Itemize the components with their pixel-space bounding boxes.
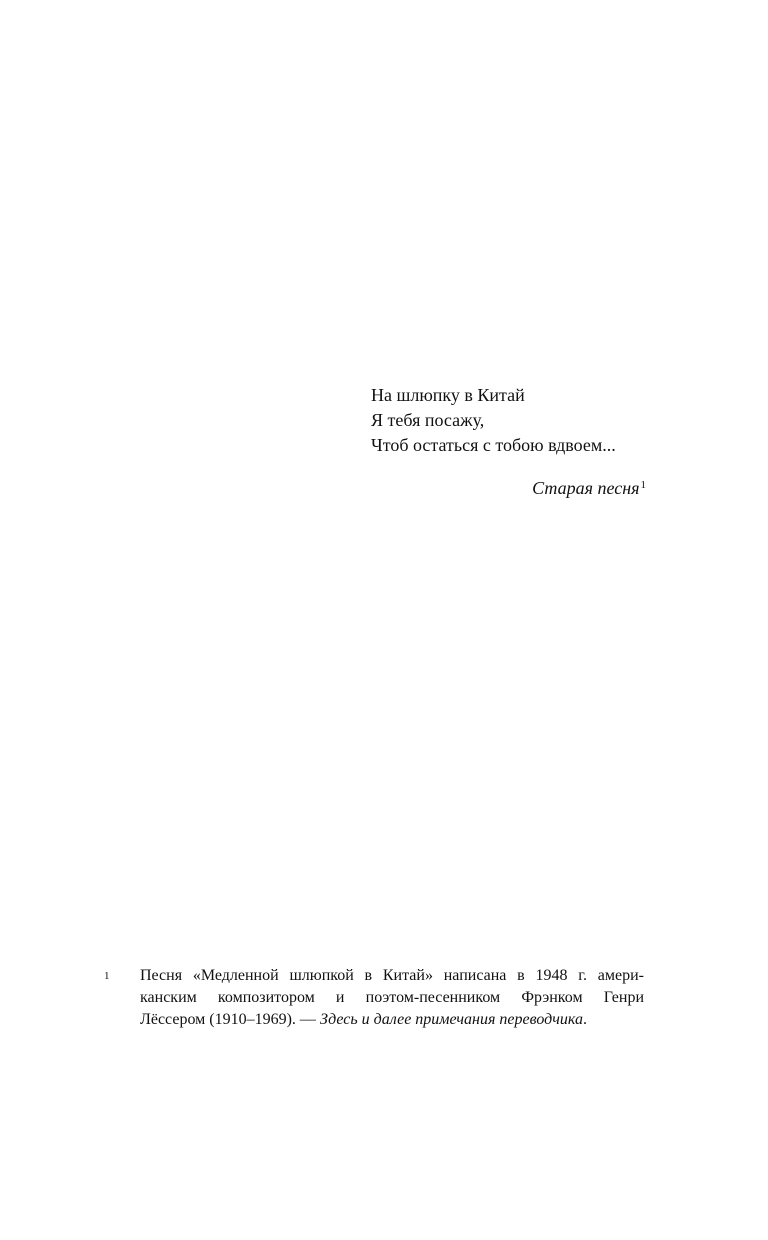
footnote-text bbox=[140, 965, 644, 1031]
footnote-text-plain: Лёссером (1910–1969). — bbox=[140, 1011, 320, 1028]
epigraph-attribution bbox=[371, 476, 646, 500]
epigraph-line: На шлюпку в Китай bbox=[371, 385, 525, 405]
footnote-line bbox=[140, 1009, 644, 1031]
footnote-text-end: . bbox=[582, 1011, 587, 1028]
footnote-line: канским композитором и поэтом-песенником Фрэнком Генри bbox=[140, 989, 644, 1006]
footnote-reference[interactable]: 1 bbox=[640, 479, 646, 491]
footnote bbox=[104, 965, 644, 1031]
epigraph bbox=[371, 383, 646, 500]
footnote-line: Песня «Медленной шлюпкой в Китай» написана в 1948 г. амери- bbox=[140, 967, 644, 984]
footnote-text-italic: Здесь и далее примечания переводчика bbox=[319, 1011, 583, 1028]
epigraph-line: Я тебя посажу, bbox=[371, 410, 485, 430]
footnote-marker: 1 bbox=[104, 970, 110, 982]
attribution-text: Старая песня bbox=[532, 478, 640, 498]
epigraph-line: Чтоб остаться с тобою вдвоем... bbox=[371, 435, 616, 455]
